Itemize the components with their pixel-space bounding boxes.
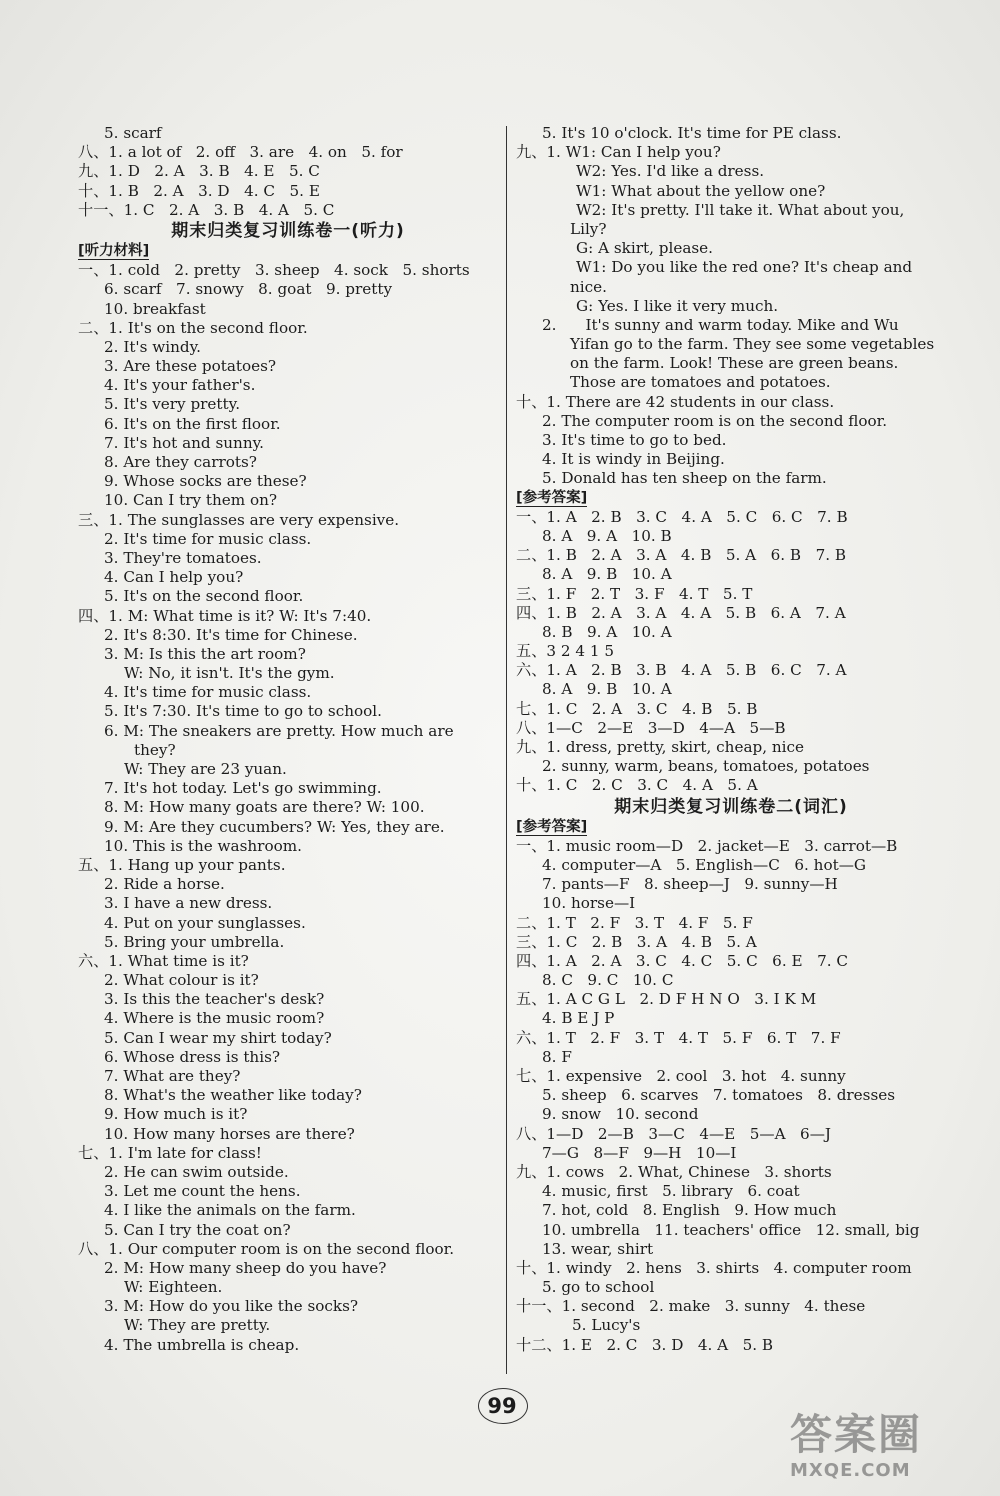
right-answer-line: 九、1. W1: Can I help you? bbox=[516, 143, 721, 162]
left-answer-line: 5. It's very pretty. bbox=[104, 395, 241, 414]
right-answer-line: W1: Do you like the red one? It's cheap and bbox=[576, 258, 913, 277]
right-answer-line: 三、1. C 2. B 3. A 4. B 5. A bbox=[516, 932, 757, 951]
left-answer-line: 九、1. D 2. A 3. B 4. E 5. C bbox=[78, 162, 320, 181]
left-answer-line: 3. Is this the teacher's desk? bbox=[104, 990, 325, 1009]
right-answer-line: 5. sheep 6. scarves 7. tomatoes 8. dresses bbox=[542, 1086, 896, 1105]
right-answer-line: 4. computer—A 5. English—C 6. hot—G bbox=[542, 855, 867, 874]
left-answer-line: W: No, it isn't. It's the gym. bbox=[124, 664, 335, 683]
right-answer-line: G: Yes. I like it very much. bbox=[576, 296, 779, 315]
left-answer-line: 5. Bring your umbrella. bbox=[104, 932, 285, 951]
right-answer-line: on the farm. Look! These are green beans. bbox=[570, 354, 899, 373]
section-tag bbox=[78, 242, 498, 261]
right-answer-line: 七、1. C 2. A 3. C 4. B 5. B bbox=[516, 699, 758, 718]
right-answer-line: 2. It's sunny and warm today. Mike and Wu bbox=[542, 315, 899, 334]
left-answer-line: W: They are 23 yuan. bbox=[124, 760, 287, 778]
section-tag bbox=[516, 489, 946, 508]
left-answer-line: 十一、1. C 2. A 3. B 4. A 5. C bbox=[78, 200, 335, 219]
right-answer-line: 十、1. There are 42 students in our class. bbox=[516, 392, 835, 411]
right-answer-line: 2. sunny, warm, beans, tomatoes, potatoes bbox=[542, 757, 870, 776]
left-answer-line: 四、1. M: What time is it? W: It's 7:40. bbox=[78, 606, 372, 625]
right-answer-line: 一、1. A 2. B 3. C 4. A 5. C 6. C 7. B bbox=[516, 507, 848, 526]
left-answer-line: 10. Can I try them on? bbox=[104, 491, 278, 510]
right-answer-line: 5. go to school bbox=[542, 1278, 655, 1297]
right-answer-line: 7—G 8—F 9—H 10—I bbox=[542, 1143, 737, 1162]
left-answer-line: 4. Can I help you? bbox=[104, 568, 244, 587]
right-answer-line: 5. Lucy's bbox=[572, 1316, 641, 1335]
left-answer-line: 4. The umbrella is cheap. bbox=[104, 1335, 300, 1354]
left-answer-line: 4. I like the animals on the farm. bbox=[104, 1201, 356, 1220]
left-answer-line: 9. M: Are they cucumbers? W: Yes, they are. bbox=[104, 817, 445, 836]
right-answer-line: 十、1. windy 2. hens 3. shirts 4. computer room bbox=[516, 1258, 912, 1277]
left-answer-line: 10. This is the washroom. bbox=[104, 836, 302, 855]
left-answer-line: 3. I have a new dress. bbox=[104, 894, 273, 913]
left-answer-line: 6. Whose dress is this? bbox=[104, 1047, 281, 1066]
left-answer-line: 4. It's your father's. bbox=[104, 376, 256, 395]
right-answer-line: W1: What about the yellow one? bbox=[576, 181, 826, 200]
left-answer-line: 3. Let me count the hens. bbox=[104, 1182, 301, 1201]
right-answer-line: 九、1. dress, pretty, skirt, cheap, nice bbox=[516, 738, 805, 756]
right-answer-line: 五、3 2 4 1 5 bbox=[516, 642, 614, 661]
right-answer-line: 8. A 9. B 10. A bbox=[542, 680, 672, 699]
left-answer-line: 6. It's on the first floor. bbox=[104, 414, 281, 433]
left-answer-line: W: Eighteen. bbox=[124, 1278, 223, 1297]
right-answer-line: Lily? bbox=[570, 219, 607, 238]
right-answer-line: 五、1. A C G L 2. D F H N O 3. I K M bbox=[516, 990, 817, 1009]
left-answer-line: 3. M: How do you like the socks? bbox=[104, 1297, 359, 1316]
section-title: 期末归类复习训练卷二(词汇) bbox=[614, 796, 848, 817]
right-answer-line: 九、1. cows 2. What, Chinese 3. shorts bbox=[516, 1162, 832, 1181]
left-answer-line: 8. Are they carrots? bbox=[104, 453, 257, 471]
page-number-text: 99 bbox=[487, 1394, 517, 1418]
right-answer-line: 4. music, first 5. library 6. coat bbox=[542, 1182, 800, 1201]
right-answer-line: 三、1. F 2. T 3. F 4. T 5. T bbox=[516, 584, 753, 603]
right-answer-line: 2. The computer room is on the second floor. bbox=[542, 411, 888, 430]
right-answer-line: 8. F bbox=[542, 1047, 572, 1066]
left-answer-line: 5. It's 7:30. It's time to go to school. bbox=[104, 702, 382, 721]
left-column bbox=[78, 124, 498, 1355]
right-answer-line: 8. B 9. A 10. A bbox=[542, 622, 672, 641]
section-tag-text: [听力材料] bbox=[78, 242, 150, 259]
left-answer-line: 9. Whose socks are these? bbox=[104, 472, 307, 491]
left-answer-line: 2. It's 8:30. It's time for Chinese. bbox=[104, 625, 358, 644]
left-answer-line: 10. How many horses are there? bbox=[104, 1124, 355, 1143]
right-answer-line: 二、1. B 2. A 3. A 4. B 5. A 6. B 7. B bbox=[516, 546, 847, 565]
right-answer-line: 3. It's time to go to bed. bbox=[542, 431, 727, 449]
left-answer-line: 10. breakfast bbox=[104, 299, 206, 318]
right-answer-line: W2: It's pretty. I'll take it. What about you, bbox=[576, 200, 905, 219]
left-answer-line: 5. It's on the second floor. bbox=[104, 587, 304, 606]
left-answer-line: 2. He can swim outside. bbox=[104, 1162, 289, 1181]
right-answer-line: 六、1. T 2. F 3. T 4. T 5. F 6. T 7. F bbox=[516, 1028, 841, 1047]
section-tag-text: [参考答案] bbox=[516, 489, 588, 506]
left-answer-line: 3. They're tomatoes. bbox=[104, 548, 262, 567]
left-answer-line: W: They are pretty. bbox=[124, 1316, 271, 1335]
right-answer-line: 7. pants—F 8. sheep—J 9. sunny—H bbox=[542, 875, 838, 894]
left-answer-line: 6. M: The sneakers are pretty. How much are bbox=[104, 721, 454, 740]
right-answer-line: G: A skirt, please. bbox=[576, 239, 713, 258]
right-answer-line: 8. A 9. A 10. B bbox=[542, 526, 672, 545]
left-answer-line: 一、1. cold 2. pretty 3. sheep 4. sock 5. shorts bbox=[78, 261, 470, 280]
left-answer-line: 7. It's hot today. Let's go swimming. bbox=[104, 779, 382, 798]
left-answer-line: 7. What are they? bbox=[104, 1067, 241, 1085]
right-answer-line: 七、1. expensive 2. cool 3. hot 4. sunny bbox=[516, 1067, 846, 1085]
right-answer-line: Yifan go to the farm. They see some vegetables bbox=[570, 335, 935, 354]
right-answer-line: Those are tomatoes and potatoes. bbox=[570, 373, 831, 392]
left-answer-line: 7. It's hot and sunny. bbox=[104, 433, 264, 452]
right-answer-line: 六、1. A 2. B 3. B 4. A 5. B 6. C 7. A bbox=[516, 661, 847, 680]
left-answer-line: 十、1. B 2. A 3. D 4. C 5. E bbox=[78, 181, 320, 200]
right-answer-line: 5. It's 10 o'clock. It's time for PE class. bbox=[542, 124, 842, 142]
section-tag bbox=[516, 818, 946, 837]
left-answer-line: they? bbox=[134, 740, 176, 759]
left-answer-line: 5. Can I wear my shirt today? bbox=[104, 1028, 332, 1047]
right-answer-line: 4. It is windy in Beijing. bbox=[542, 450, 725, 469]
right-answer-line: 4. B E J P bbox=[542, 1009, 615, 1028]
right-answer-line: 四、1. A 2. A 3. C 4. C 5. C 6. E 7. C bbox=[516, 951, 849, 970]
page-number bbox=[470, 1386, 534, 1426]
left-answer-line: 六、1. What time is it? bbox=[78, 951, 249, 970]
right-answer-line: 10. horse—I bbox=[542, 894, 636, 913]
right-answer-line: W2: Yes. I'd like a dress. bbox=[576, 162, 765, 181]
left-answer-line: 八、1. a lot of 2. off 3. are 4. on 5. for bbox=[78, 143, 403, 162]
right-answer-line: 十二、1. E 2. C 3. D 4. A 5. B bbox=[516, 1335, 774, 1354]
right-answer-line: 13. wear, shirt bbox=[542, 1239, 654, 1258]
right-answer-line: 9. snow 10. second bbox=[542, 1105, 699, 1124]
left-answer-line: 八、1. Our computer room is on the second floor. bbox=[78, 1239, 455, 1258]
left-answer-line: 9. How much is it? bbox=[104, 1105, 248, 1124]
right-answer-line: nice. bbox=[570, 277, 607, 296]
left-answer-line: 二、1. It's on the second floor. bbox=[78, 318, 308, 337]
left-answer-line: 4. Where is the music room? bbox=[104, 1009, 325, 1028]
left-answer-line: 2. M: How many sheep do you have? bbox=[104, 1258, 387, 1277]
right-answer-line: 10. umbrella 11. teachers' office 12. small, big bbox=[542, 1220, 920, 1239]
right-answer-line: 四、1. B 2. A 3. A 4. A 5. B 6. A 7. A bbox=[516, 603, 846, 622]
right-answer-line: 8. A 9. B 10. A bbox=[542, 565, 672, 584]
right-column bbox=[516, 124, 946, 1355]
right-answer-line: 5. Donald has ten sheep on the farm. bbox=[542, 469, 827, 488]
left-answer-line: 4. It's time for music class. bbox=[104, 683, 312, 702]
left-answer-line: 三、1. The sunglasses are very expensive. bbox=[78, 510, 400, 529]
left-answer-line: 2. Ride a horse. bbox=[104, 875, 225, 894]
left-answer-line: 3. Are these potatoes? bbox=[104, 357, 277, 376]
left-answer-line: 8. What's the weather like today? bbox=[104, 1086, 362, 1105]
right-answer-line: 十一、1. second 2. make 3. sunny 4. these bbox=[516, 1297, 866, 1316]
left-answer-line: 6. scarf 7. snowy 8. goat 9. pretty bbox=[104, 280, 393, 299]
watermark-text: 答案圈 bbox=[790, 1410, 923, 1459]
left-answer-line: 8. M: How many goats are there? W: 100. bbox=[104, 798, 425, 817]
watermark-logo bbox=[790, 1410, 990, 1490]
right-answer-line: 8. C 9. C 10. C bbox=[542, 971, 674, 990]
left-answer-line: 七、1. I'm late for class! bbox=[78, 1143, 262, 1162]
right-answer-line: 十、1. C 2. C 3. C 4. A 5. A bbox=[516, 776, 758, 795]
column-divider bbox=[506, 126, 507, 1374]
right-answer-line: 八、1—D 2—B 3—C 4—E 5—A 6—J bbox=[516, 1124, 831, 1143]
left-answer-line: 五、1. Hang up your pants. bbox=[78, 855, 286, 874]
left-answer-line: 5. scarf bbox=[104, 124, 162, 142]
right-answer-line: 八、1—C 2—E 3—D 4—A 5—B bbox=[516, 718, 786, 737]
left-answer-line: 3. M: Is this the art room? bbox=[104, 644, 306, 663]
left-answer-line: 2. What colour is it? bbox=[104, 971, 259, 990]
right-answer-line: 二、1. T 2. F 3. T 4. F 5. F bbox=[516, 913, 753, 932]
left-answer-line: 5. Can I try the coat on? bbox=[104, 1220, 291, 1239]
section-title: 期末归类复习训练卷一(听力) bbox=[171, 220, 405, 241]
right-answer-line: 7. hot, cold 8. English 9. How much bbox=[542, 1201, 837, 1220]
left-answer-line: 4. Put on your sunglasses. bbox=[104, 913, 306, 932]
left-answer-line: 2. It's time for music class. bbox=[104, 529, 312, 548]
section-tag-text: [参考答案] bbox=[516, 818, 588, 835]
watermark-url: MXQE.COM bbox=[790, 1460, 911, 1481]
left-answer-line: 2. It's windy. bbox=[104, 337, 201, 356]
right-answer-line: 一、1. music room—D 2. jacket—E 3. carrot—B bbox=[516, 836, 898, 855]
